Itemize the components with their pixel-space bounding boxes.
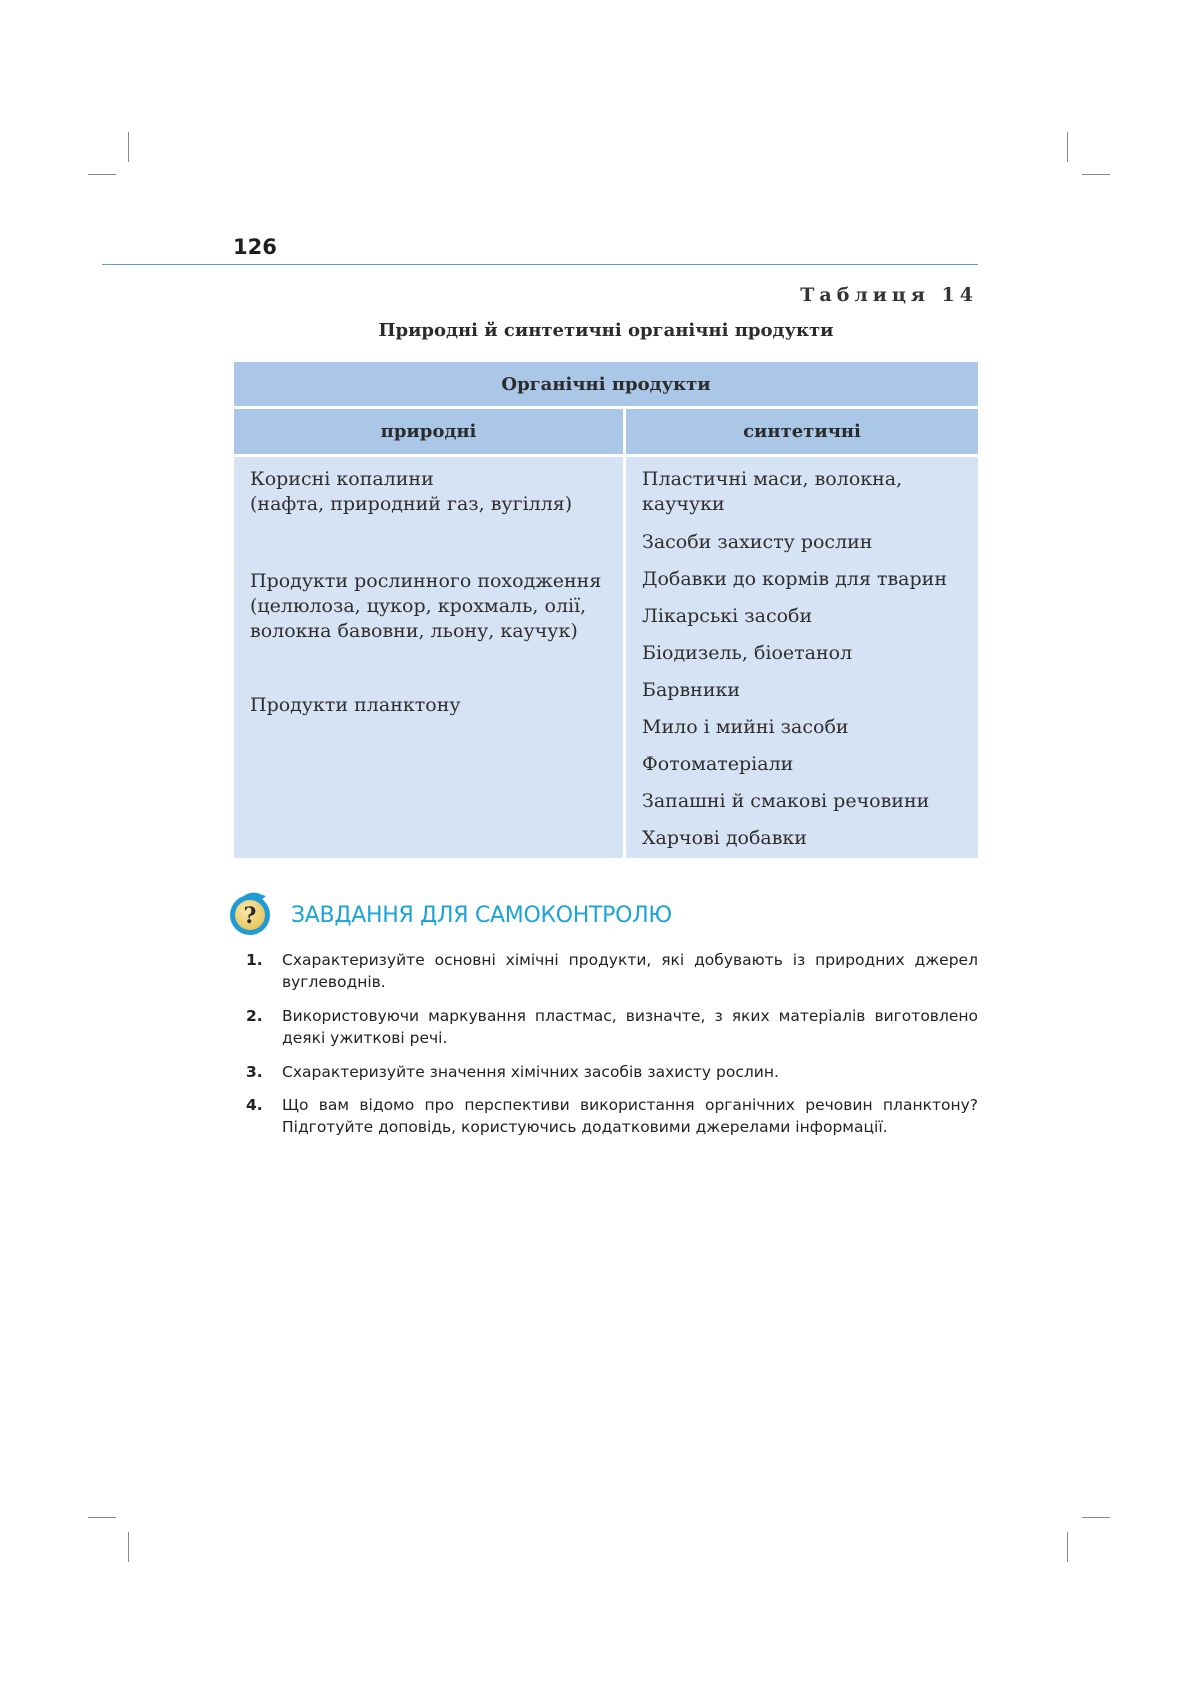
task-item	[246, 1005, 978, 1049]
table-label: Таблиця 14	[800, 284, 978, 306]
synthetic-item: Засоби захисту рослин	[642, 531, 873, 553]
task-item	[246, 949, 978, 993]
crop-mark	[88, 1517, 116, 1518]
section-title: ЗАВДАННЯ ДЛЯ САМОКОНТРОЛЮ	[291, 903, 672, 928]
task-item	[246, 1061, 978, 1083]
table-header-main: Органічні продукти	[234, 362, 978, 406]
synthetic-item: Фотоматеріали	[642, 753, 794, 775]
natural-item: Корисні копалини (нафта, природний газ, вугілля)	[250, 468, 573, 515]
crop-mark	[1067, 132, 1068, 162]
products-table	[234, 362, 978, 858]
synthetic-item: Біодизель, біоетанол	[642, 642, 853, 664]
task-number: 1.	[246, 951, 263, 969]
synthetic-item: Запашні й смакові речовини	[642, 790, 930, 812]
synthetic-item: Барвники	[642, 679, 741, 701]
task-number: 2.	[246, 1007, 263, 1025]
synthetic-item: Лікарські засоби	[642, 605, 813, 627]
svg-text:?: ?	[243, 903, 257, 929]
crop-mark	[1067, 1532, 1068, 1562]
crop-mark	[1082, 174, 1110, 175]
synthetic-item: Добавки до кормів для тварин	[642, 568, 947, 590]
task-text: Схарактеризуйте основні хімічні продукти, які добувають із природних джерел вуглеводнів.	[282, 951, 978, 991]
task-text: Схарактеризуйте значення хімічних засобів захисту рослин.	[282, 1063, 779, 1081]
synthetic-item: Харчові добавки	[642, 827, 807, 849]
synthetic-column	[626, 457, 978, 858]
table-header-row	[234, 409, 978, 454]
natural-item: Продукти рослинного походження (целюлоза, цукор, крохмаль, олії, волокна бавовни, льону, каучук)	[250, 570, 602, 642]
task-number: 4.	[246, 1096, 263, 1114]
question-icon	[228, 890, 274, 936]
task-text: Використовуючи маркування пластмас, визначте, з яких матеріалів виготовлено деякі ужиткові речі.	[282, 1007, 978, 1047]
table-title: Природні й синтетичні органічні продукти	[378, 320, 834, 341]
crop-mark	[128, 1532, 129, 1562]
natural-column	[234, 457, 623, 858]
synthetic-item: Пластичні маси, волокна, каучуки	[642, 468, 903, 515]
task-text: Що вам відомо про перспективи використання органічних речовин планктону? Підготуйте доповідь, користуючись додатковими джерелами інформації.	[282, 1096, 978, 1136]
synthetic-item: Мило і мийні засоби	[642, 716, 849, 738]
natural-item: Продукти планктону	[250, 694, 461, 716]
task-item	[246, 1094, 978, 1138]
crop-mark	[88, 174, 116, 175]
crop-mark	[128, 132, 129, 162]
task-number: 3.	[246, 1063, 263, 1081]
header-rule	[102, 264, 978, 265]
page-number: 126	[233, 235, 277, 259]
table-body-row	[234, 457, 978, 858]
column-header-synthetic: синтетичні	[626, 409, 978, 454]
crop-mark	[1082, 1517, 1110, 1518]
column-header-natural: природні	[234, 409, 623, 454]
